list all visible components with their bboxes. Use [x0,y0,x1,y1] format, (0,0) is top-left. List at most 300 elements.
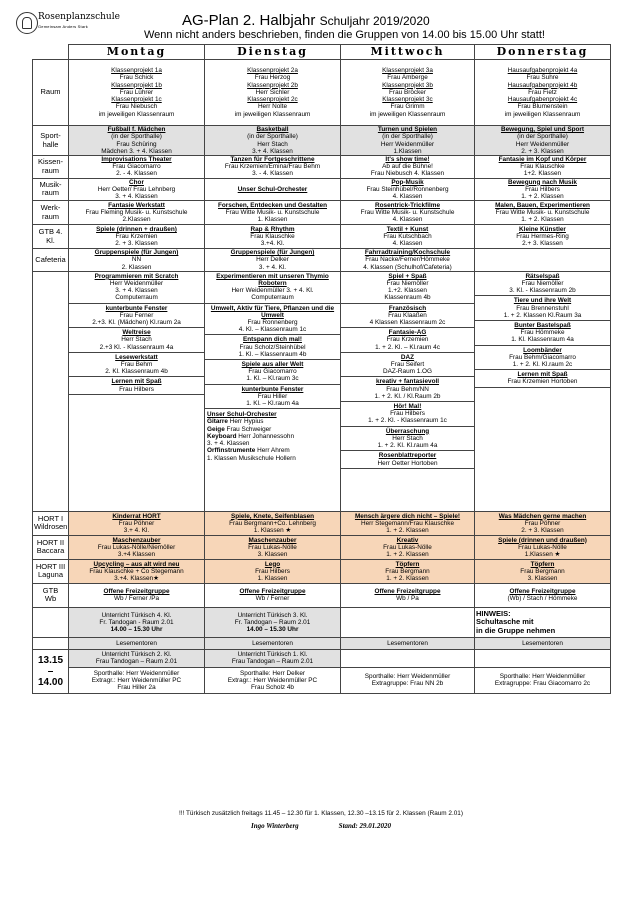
group-title: Fantasie Werkstatt [108,201,165,209]
ag-cell [69,126,205,156]
group-title: Tanzen für Fortgeschrittene [230,156,315,163]
ag-group [341,304,474,329]
group-title: Improvisations Theater [101,156,172,163]
lesson-cell [475,649,611,667]
lesson-cell [205,649,341,667]
group-line: 3. + 4. Klassen [115,193,158,201]
group-line: im jeweiligen Klassenraum [369,110,446,118]
lesson-line: Unterricht Türkisch 1. Kl. [237,651,308,659]
group-title: Umwelt, Aktiv für Tiere, Pflanzen und die Umwelt [210,304,335,319]
group-line: Klassenprojekt 1c [111,96,162,104]
rose-icon [16,12,38,34]
group-title: Spiele aus aller Welt [241,361,304,369]
group-line [207,440,338,447]
lesson-cell [69,607,205,637]
ag-group [69,272,204,304]
group-title: Töpfern [530,560,555,568]
group-line: (in der Sporthalle) [382,133,433,141]
group-line: Frau Witte Musik- u. Kunstschule [495,209,590,217]
group-line: Frau Giacomarro [112,163,161,171]
hort-sub: Laguna [37,570,64,580]
group-line: 1. + 2. Klassen [521,193,564,201]
group-line: Frau Hilbers [119,385,154,393]
page-header [14,10,626,44]
instrument: Gitarre [207,418,228,426]
group-line: Frau Hiller [257,392,288,400]
group-line: NN [131,256,142,264]
group-line: Klassenprojekt 2a [247,67,298,75]
group-line: 1. + 2. Klassen [386,574,429,582]
group-line: Frau Klauschke + Co Stegemann [89,567,184,575]
school-name: Rosenplanzschule [38,12,120,22]
lesson-cell [341,649,475,667]
group-line: Klassenprojekt 2b [247,81,298,89]
ag-group [341,328,474,353]
lesson-line: Sporthalle: Herr Delker [240,669,305,677]
row-label: Musik-raum [33,178,69,201]
ag-cell [69,60,205,126]
hort-name: HORT III [35,561,66,571]
group-title: Offene Freizeitgruppe [103,588,170,596]
group-line: 2.+ 3. Klassen [522,240,563,248]
schedule-row [33,178,611,201]
group-line: Frau Nacke/Ferner/Hömmeke [365,256,450,264]
group-line: Frau Bergmann [385,567,430,575]
lesson-line: Sporthalle: Herr Weidenmüller [364,673,451,681]
group-line: 1. + 2. Kl. – Kl.raum 4c [375,343,440,351]
day-header: Donnerstag [475,45,611,60]
hort-row [33,511,611,535]
lesson-cell [341,667,475,693]
ag-cell [341,178,475,201]
day-header: Dienstag [205,45,341,60]
row-label [33,559,69,583]
ag-cell [69,178,205,201]
ag-group [341,451,474,468]
ag-group [475,296,610,321]
group-line: 3.+ 4. Klassen [252,147,293,155]
row-label: Sport-halle [33,126,69,156]
group-line: 3. Kl. - Klassenraum 2b [509,287,576,295]
group-line: Frau Krzemien Hortoben [507,378,578,386]
group-title: Rätselspaß [525,272,560,280]
group-line: 3.+4 Klassen [117,550,156,558]
group-line: Frau Schüring [116,140,157,148]
lesson-cell [475,607,611,637]
group-line: 2. + 3. Klassen [521,526,564,534]
school-logo [14,10,154,44]
ag-group [205,385,340,410]
group-line: Frau Klaaßen [388,311,427,319]
corner-cell [33,45,69,60]
time-part: 13.15 [37,654,64,666]
late-time-label [33,649,69,693]
group-title: Fahrradtraining/Kochschule [364,249,451,257]
group-line: im jeweiligen Klassenraum [504,110,581,118]
ag-cell [341,511,475,535]
group-line: (in der Sporthalle) [517,133,568,141]
orchestra-group [205,409,340,463]
ag-group [341,402,474,427]
ag-cell [205,201,341,225]
group-line: Frau Giacomarro [248,368,297,376]
ag-cell [205,60,341,126]
group-line: 1. Kl. – Kl.raum 4a [246,400,299,408]
ag-cell [475,156,611,179]
group-title: Lernen mit Spaß [517,371,568,379]
schedule-row [33,201,611,225]
late-row [33,649,611,667]
lesson-cell [205,607,341,637]
group-line: Wb / Ferner [255,595,290,603]
ag-cell [475,511,611,535]
teacher: 3. + 4. Klassen [207,440,250,448]
group-line: Frau Witte Musik- u. Kunstschule [360,209,455,217]
lesson-cell [475,667,611,693]
group-title: Rosenblattreporter [378,452,437,460]
group-line: Frau Kutschbach [383,233,432,241]
group-title: Überraschung [385,427,430,435]
group-title: Weltreise [122,329,151,337]
ag-group [341,353,474,378]
ag-cell [69,201,205,225]
date-stamp: Stand: 29.01.2020 [338,822,391,830]
group-line: 2. Kl. Klassenraum 4b [105,368,168,376]
group-line: Herr Stegemann/Frau Klauschke [360,519,455,527]
lesson-line: 14.00 – 15.30 Uhr [246,625,299,633]
group-line: 3. + 4. Kl. [258,263,287,271]
lesson-line: Frau Scholz 4b [251,683,294,691]
ag-cell [69,511,205,535]
lesson-cell [205,667,341,693]
row-label [33,637,69,649]
group-title: Kreativ [396,536,419,544]
group-title: Offene Freizeitgruppe [239,588,306,596]
ag-group [205,360,340,385]
group-line: Herr Weidenmüller [109,280,164,288]
group-title: Spiel + Spaß [388,272,427,280]
group-title: Fantasie-AG [388,329,427,337]
group-line: Frau Lukas-Nölle [248,543,297,551]
hort-row [33,583,611,607]
group-line [207,447,338,454]
group-line: 1. + 2. Klassen [386,526,429,534]
group-title: Unser Schul-Orchester [207,411,277,419]
group-title: Turnen und Spielen [377,126,438,134]
group-line: Frau Witte Musik- u. Kunstschule [225,209,320,217]
group-line: Wb / Ferner /Pa [113,595,160,603]
ag-cell [205,126,341,156]
ag-cell [205,178,341,201]
row-label [33,535,69,559]
lesson-line: Fr. Tandogan - Raum 2.01 [99,618,174,626]
group-line: Frau Behm/Giacomarro [509,353,576,361]
group-title: DAZ [400,353,415,361]
group-title: Forschen, Entdecken und Gestalten [217,201,328,209]
group-line: 1.+2. Klassen [388,287,427,295]
row-label [33,583,69,607]
group-line: 1.Klassen ★ [524,550,561,558]
schedule-row [33,126,611,156]
lesemento-row [33,637,611,649]
lesson-line: Unterricht Türkisch 3. Kl. [237,611,308,619]
ag-cell [341,225,475,249]
group-line: Herr Weidenmüller [515,140,570,148]
group-line: Frau Hilbers [255,567,290,575]
ag-cell [475,535,611,559]
group-line: 1. Klassen [257,216,288,224]
ag-cell [205,511,341,535]
group-line: (Wb) / Stach / Hömmeke [507,595,578,603]
ag-cell [205,249,341,272]
group-line: DAZ-Raum 1.OG [382,368,432,376]
group-title: Gruppenspiele (für Jungen) [94,249,179,257]
instrument: Geige [207,425,225,433]
group-line: Klassenprojekt 3a [382,67,433,75]
ag-group [69,377,204,394]
group-line: Frau Scholz/Steinhübel [239,343,306,351]
group-line: Frau Fleming Musik- u. Kunstschule [85,209,188,217]
group-line: Herr Oetter Hortoben [377,459,438,467]
group-line: 1.Klassen [393,147,422,155]
group-line: Herr Weidenmüller [380,140,435,148]
hort-name: GTB [42,585,59,595]
lesson-line: Extragr.: Herr Weidenmüller PC [227,676,318,684]
late-row [33,667,611,693]
ag-cell [69,583,205,607]
day-header-row [33,45,611,60]
group-title: It's show time! [385,156,430,163]
ag-cell [341,559,475,583]
lesson-line: Sporthalle: Herr Weidenmüller [499,673,586,681]
ag-group [205,272,340,304]
group-line: Frau Bergmann+Co. Lehnberg [229,519,316,527]
ag-cell [69,225,205,249]
ag-cell [69,535,205,559]
group-line: im jeweiligen Klassenraum [98,110,175,118]
lesson-line: Extragr.: Herr Weidenmüller PC [91,676,182,684]
group-line: 4. Kl. – Klassenraum 1c [238,326,307,334]
lesementoren-cell: Lesementoren [69,637,205,649]
row-label: Raum [33,60,69,126]
hort-name: HORT II [36,537,65,547]
group-line: Frau Hermes-Ring [516,233,569,241]
hort-sub: Wildrosen [34,522,68,532]
ag-cell [69,249,205,272]
schedule-row [33,271,611,511]
ag-group [69,304,204,329]
day-header: Montag [69,45,205,60]
group-title: Chor [129,178,144,186]
group-title: Pop-Musik [391,178,424,186]
group-line: Frau Ronnenberg [247,319,298,327]
group-line: 1. Klassen ★ [253,526,292,534]
group-line: 2.Klassen [122,216,151,224]
title-text: AG-Plan 2. Halbjahr [182,12,316,29]
page-subtitle: Wenn nicht anders beschrieben, finden die Gruppen von 14.00 bis 15.00 Uhr statt! [144,29,545,41]
ag-cell [475,249,611,272]
ag-group [475,272,610,297]
lesson-cell [69,649,205,667]
lesson-line: Unterricht Türkisch 2. Kl. [101,651,172,659]
schedule-row [33,60,611,126]
group-title: Textil + Kunst [386,225,429,233]
group-line: 2. + 3. Klassen [115,240,158,248]
group-line: 3. Klassen [257,550,288,558]
lesson-line: Unterricht Türkisch 4. Kl. [101,611,172,619]
group-line: Frau Herzog [254,74,291,82]
group-line: Frau Brennenstuhl [516,304,569,312]
group-title: Tiere und ihre Welt [513,297,572,305]
hort-name: HORT I [37,513,64,523]
group-line: Frau Krzemien [386,336,429,344]
group-line: Frau Blumenstein [517,103,568,111]
day-header: Mittwoch [341,45,475,60]
group-line: Herr Delker [256,256,289,264]
group-line: Frau Lührer [119,88,154,96]
group-line: Frau Amberge [387,74,428,82]
group-title: Was Mädchen gerne machen [498,512,587,520]
group-title: Bunter Bastelspaß [514,322,571,330]
hort-row [33,535,611,559]
time-part: 14.00 [37,676,64,688]
group-line: 1. + 2. Klassen [386,550,429,558]
group-title: kunterbunte Fenster [105,304,168,312]
group-line [207,426,338,433]
group-line: Frau Klauschke [520,163,565,171]
lesson-line: Fr. Tandogan – Raum 2.01 [234,618,311,626]
group-line: Wb / Pa [396,595,419,603]
group-line: Frau Steinhübel/Ronnenberg [366,185,449,193]
row-label [33,271,69,511]
ag-cell [69,559,205,583]
ag-cell [475,178,611,201]
ag-cell-list [341,271,475,511]
ag-group [475,346,610,371]
instrument: Orffinstrumente [207,447,256,455]
group-line: Frau Lukas-Nölle [518,543,567,551]
ag-cell [205,156,341,179]
group-line: Hausaufgabenprojekt 4c [507,96,578,104]
group-title: Rosentrick-Trickfilme [375,201,440,209]
group-line: 4 Klassen Klassenraum 2c [369,319,446,327]
group-line: 4. Klassen (Schulhof/Cafeteria) [363,263,452,271]
group-title: Fantasie im Kopf und Körper [498,156,587,163]
group-line: Frau Lukas-Nölle/Niemöller [97,543,176,551]
author: Ingo Winterberg [251,822,299,830]
ag-cell [341,583,475,607]
group-line: Frau Ferner [119,311,154,319]
group-line: Hausaufgabenprojekt 4a [507,67,578,75]
group-line: Klassenraum 4b [384,294,431,302]
group-line: Frau Behm [120,361,153,369]
ag-cell [475,225,611,249]
ag-cell [341,60,475,126]
ag-group [205,335,340,360]
ag-cell [341,535,475,559]
group-line: Mädchen 3. + 4. Klassen [101,147,172,155]
ag-cell-list [69,271,205,511]
group-title: Gruppenspiele (für Jungen) [230,249,315,257]
group-line: 1. Kl. Klassenraum 4a [511,336,574,344]
group-title: Kleine Künstler [519,225,566,233]
group-line: Frau Niemöller [386,280,429,288]
group-line: 3. Klassen [527,574,558,582]
group-line: 1+2. Klassen [523,170,562,178]
group-line: 3. - 4. Klassen [252,170,293,178]
group-title: Unser Schul-Orchester [237,185,308,193]
group-line: Klassenprojekt 1a [111,67,162,75]
group-line [207,418,338,425]
group-line: 2. - 4. Klassen [116,170,157,178]
group-line: Frau Bröcker [389,88,426,96]
group-title: Hör! Mal! [393,403,422,411]
hort-sub: Baccara [36,546,65,556]
group-line: Klassenprojekt 3c [382,96,433,104]
teacher: Frau Schweiger [226,425,272,433]
group-line: Herr Weidenmüller 3. + 4. Kl. [231,287,314,295]
group-line: 3.+4. Kl. [260,240,285,248]
ag-group [341,272,474,304]
group-title: Lesewerkstatt [115,353,158,361]
teacher: Herr Hypius [229,418,264,426]
group-line: Frau Niebusch 4. Klassen [370,170,445,178]
ag-group [69,328,204,353]
group-line: 1. + 2. Kl. - Klassenraum 1c [368,417,447,425]
group-line: 3. + 4. Klassen [115,287,158,295]
group-line: Herr Oetter/ Frau Lehnberg [97,185,176,193]
group-line: 1. + 2. Kl. / Kl.Raum 2b [374,392,441,400]
ag-group [69,353,204,378]
group-line: Frau Suhre [526,74,559,82]
group-title: Upcycling – aus alt wird neu [93,560,180,568]
group-line: 3.+ 4. Kl. [123,526,150,534]
group-line: Computerraum [251,294,294,302]
ag-cell-list [475,271,611,511]
lesementoren-cell: Lesementoren [341,637,475,649]
group-line: Frau Krzemien/Emina/Frau Behm [224,163,321,171]
ag-cell [341,156,475,179]
lesson-row [33,607,611,637]
group-line: Hausaufgabenprojekt 4b [507,81,578,89]
ag-group [475,370,610,387]
lesson-line: Sporthalle: Herr Weidenmüller [93,669,180,677]
group-line: 3.+4. Klassen★ [114,574,159,582]
row-label: Kissen-raum [33,156,69,179]
group-title: Kinderrat HORT [112,512,161,520]
ag-cell [475,201,611,225]
row-label [33,607,69,637]
lesson-line: Extragruppe: Frau Giacomarro 2c [494,680,591,688]
lesson-line: Extragruppe: Frau NN 2b [371,680,444,688]
group-line [207,433,338,440]
lesson-line: in die Gruppe nehmen [476,625,556,635]
group-title: Lernen mit Spaß [111,378,162,386]
group-line: Klassenprojekt 3b [382,81,433,89]
group-line: Herr Stach [257,140,288,148]
schedule-row [33,156,611,179]
row-label: Cafeteria [33,249,69,272]
ag-cell [205,583,341,607]
group-line: 1. + 2. Klassen [521,216,564,224]
group-line: Herr Nolte [257,103,288,111]
group-line: Klassenprojekt 2c [247,96,298,104]
lesementoren-cell: Lesementoren [205,637,341,649]
group-title: kunterbunte Fenster [241,385,304,393]
group-line: (in der Sporthalle) [111,133,162,141]
ag-group [341,377,474,402]
group-title: Fußball f. Mädchen [107,126,166,134]
